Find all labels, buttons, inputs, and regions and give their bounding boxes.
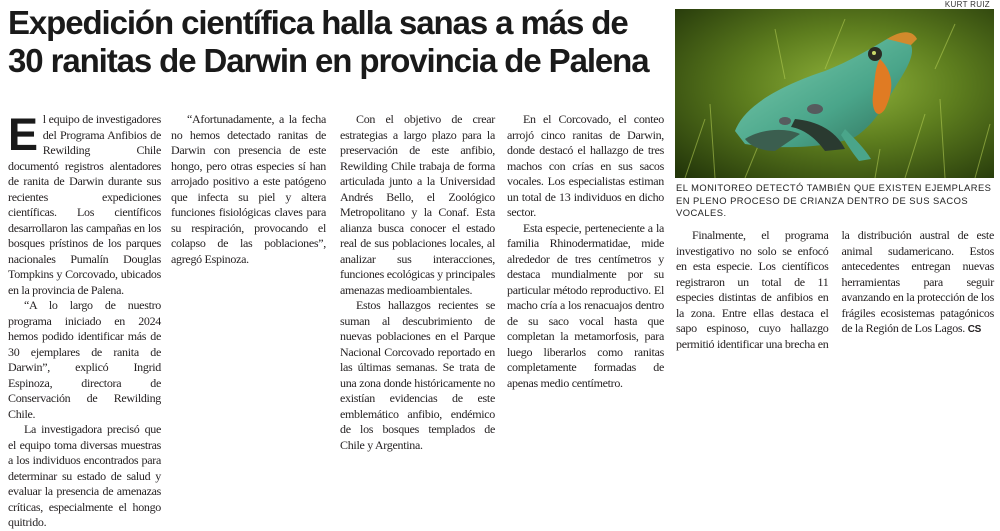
end-mark-icon: CS: [967, 324, 982, 335]
frog-image-icon: [675, 9, 994, 178]
paragraph-4: “Afortunadamente, a la fecha no hemos detectado ranitas de Darwin con presencia de este hongo, pero otras especies sí han arrojado positivo a este patógeno que infecta su piel y altera funciones fisiológicas claves para su respiración, provocando el colapso de las poblaciones”, agregó Espinoza.: [171, 112, 326, 266]
paragraph-7: En el Corcovado, el conteo arrojó cinco ranitas de Darwin, donde destacó el hallazgo de tres machos con crías en sus sacos vocales. Los especialistas estiman un total de 13 individuos en dicho sector.: [507, 112, 664, 219]
paragraph-1: [8, 109, 161, 298]
paragraph-8: Esta especie, perteneciente a la familia Rhinodermatidae, mide alrededor de tres centímetros y destaca mundialmente por su particular método reproductivo. El macho cría a los renacuajos dentro de su saco vocal hasta que completan la metamorfosis, para luego liberarlos como ranitas completamente formadas de apenas medio centímetro.: [507, 220, 664, 390]
article-column-1: [8, 109, 161, 531]
paragraph-3: La investigadora precisó que el equipo toma diversas muestras a los individuos encontrados para determinar su estado de salud y evaluar la presencia de amenazas críticas, especialmente el hongo quitrido.: [8, 422, 161, 529]
paragraph-2: “A lo largo de nuestro programa iniciado en 2024 hemos podido identificar más de 30 ejemplares de ranita de Darwin”, explicó Ingrid Espinoza, directora de Conservación de Rewilding Chile.: [8, 298, 161, 421]
article-column-5-6: [676, 228, 994, 352]
paragraph-1-text: l equipo de investigadores del Programa Anfibios de Rewilding Chile documentó registros alentadores de ranita de Darwin durante sus recientes expediciones científicas. Los científicos desarrollaron las campañas en los bosques prístinos de los parques nacionales Pumalín Douglas Tompkins y Corcovado, ubicados en la provincia de Palena.: [8, 112, 161, 297]
paragraph-6: Estos hallazgos recientes se suman al descubrimiento de nuevas poblaciones en el Parque Nacional Corcovado reportado en las últimas semanas. Se trata de una zona donde históricamente no existían evidencias de este emblemático anfibio, endémico de los bosques templados de Chile y Argentina.: [340, 298, 495, 452]
frog-photo: [675, 9, 994, 178]
photo-caption: EL MONITOREO DETECTÓ TAMBIÉN QUE EXISTEN EJEMPLARES EN PLENO PROCESO DE CRIANZA DENTRO DE SUS SACOS VOCALES.: [676, 182, 992, 218]
paragraph-9-text: Finalmente, el programa investigativo no solo se enfocó en esta especie. Los científicos registraron un total de 11 especies distintas de anfibios en la zona. Entre ellas destaca el sapo espinoso, cuyo hallazgo permitió identificar una brecha en la distribución austral de este animal sudamericano. Estos antecedentes entregan nuevas herramientas para seguir avanzando en la protección de los frágiles ecosistemas patagónicos de la Región de Los Lagos.: [676, 228, 994, 351]
dropcap: E: [8, 109, 38, 160]
headline: Expedición científica halla sanas a más de 30 ranitas de Darwin en provincia de Palena: [8, 4, 649, 79]
article-column-2: [171, 112, 326, 267]
article-column-3: [340, 112, 495, 453]
paragraph-5: Con el objetivo de crear estrategias a largo plazo para la preservación de este anfibio, Rewilding Chile trabaja de forma articulada junto a la Universidad Andrés Bello, el Zoológico Metropolitano y la Conaf. Esta alianza busca conocer el estado real de sus poblaciones locales, al analizar sus interacciones, funciones ecológicas y principales amenazas medioambientales.: [340, 112, 495, 297]
article-column-4: [507, 112, 664, 391]
paragraph-9: [676, 228, 994, 352]
photo-credit: KURT RUIZ: [944, 0, 990, 9]
